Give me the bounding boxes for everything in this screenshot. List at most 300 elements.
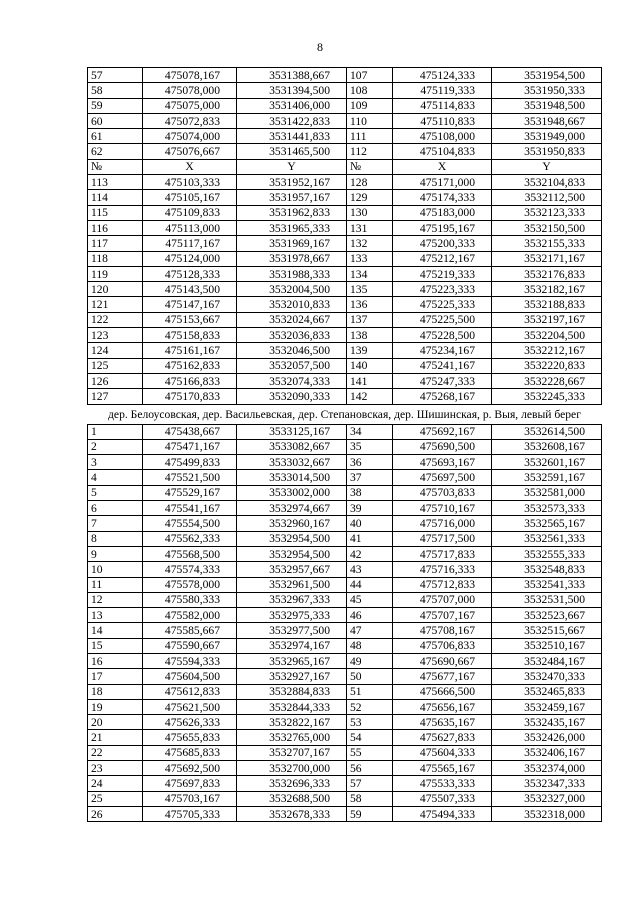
x-coordinate-cell: 475666,500	[393, 684, 492, 699]
x-coordinate-cell: 475635,167	[393, 715, 492, 730]
x-coordinate-cell: 475117,167	[143, 236, 237, 251]
x-coordinate-cell: 475225,333	[393, 297, 492, 312]
y-coordinate-cell: 3532957,667	[237, 562, 347, 577]
x-coordinate-cell: 475162,833	[143, 358, 237, 373]
point-number-cell: 62	[88, 144, 143, 159]
x-coordinate-cell: 475578,000	[143, 577, 237, 592]
y-coordinate-cell: 3532573,333	[492, 501, 602, 516]
y-coordinate-cell: 3531969,167	[237, 236, 347, 251]
x-coordinate-cell: 475705,333	[143, 806, 237, 821]
section-row	[88, 404, 602, 424]
table-row	[88, 220, 602, 235]
y-coordinate-cell: 3531394,500	[237, 83, 347, 98]
point-number-cell: 18	[88, 684, 143, 699]
table-row	[88, 776, 602, 791]
table-row	[88, 113, 602, 128]
x-coordinate-cell: 475677,167	[393, 669, 492, 684]
point-number-cell: 39	[347, 501, 393, 516]
point-number-cell: 110	[347, 113, 393, 128]
point-number-cell: 24	[88, 776, 143, 791]
x-coordinate-cell: 475147,167	[143, 297, 237, 312]
y-coordinate-cell: 3532961,500	[237, 577, 347, 592]
y-coordinate-cell: 3531441,833	[237, 129, 347, 144]
point-number-cell: 58	[88, 83, 143, 98]
x-coordinate-cell: 475113,000	[143, 220, 237, 235]
y-coordinate-cell: 3532435,167	[492, 715, 602, 730]
x-coordinate-cell: 475234,167	[393, 343, 492, 358]
x-coordinate-cell: 475708,167	[393, 623, 492, 638]
table-row	[88, 129, 602, 144]
x-coordinate-cell: 475494,333	[393, 806, 492, 821]
y-coordinate-cell: 3532678,333	[237, 806, 347, 821]
point-number-cell: 42	[347, 546, 393, 561]
x-coordinate-cell: 475554,500	[143, 516, 237, 531]
point-number-cell: 111	[347, 129, 393, 144]
y-coordinate-cell: 3531948,500	[492, 98, 602, 113]
x-coordinate-cell: 475565,167	[393, 761, 492, 776]
point-number-cell: 113	[88, 175, 143, 190]
table-row	[88, 485, 602, 500]
point-number-cell: 8	[88, 531, 143, 546]
point-number-cell: 14	[88, 623, 143, 638]
column-header-y: Y	[237, 159, 347, 174]
point-number-cell: 2	[88, 439, 143, 454]
point-number-cell: 57	[88, 68, 143, 83]
y-coordinate-cell: 3532965,167	[237, 653, 347, 668]
point-number-cell: 44	[347, 577, 393, 592]
table-row	[88, 312, 602, 327]
x-coordinate-cell: 475109,833	[143, 205, 237, 220]
y-coordinate-cell: 3532975,333	[237, 608, 347, 623]
point-number-cell: 7	[88, 516, 143, 531]
x-coordinate-cell: 475692,167	[393, 424, 492, 439]
point-number-cell: 21	[88, 730, 143, 745]
table-row	[88, 623, 602, 638]
table-row	[88, 439, 602, 454]
x-coordinate-cell: 475604,500	[143, 669, 237, 684]
y-coordinate-cell: 3531949,000	[492, 129, 602, 144]
y-coordinate-cell: 3532406,167	[492, 745, 602, 760]
y-coordinate-cell: 3532954,500	[237, 546, 347, 561]
table-row	[88, 546, 602, 561]
point-number-cell: 3	[88, 455, 143, 470]
point-number-cell: 10	[88, 562, 143, 577]
point-number-cell: 109	[347, 98, 393, 113]
y-coordinate-cell: 3532327,000	[492, 791, 602, 806]
point-number-cell: 11	[88, 577, 143, 592]
point-number-cell: 125	[88, 358, 143, 373]
coordinates-table	[87, 67, 602, 822]
table-row	[88, 806, 602, 821]
y-coordinate-cell: 3533032,667	[237, 455, 347, 470]
y-coordinate-cell: 3531950,333	[492, 83, 602, 98]
point-number-cell: 114	[88, 190, 143, 205]
point-number-cell: 38	[347, 485, 393, 500]
x-coordinate-cell: 475716,000	[393, 516, 492, 531]
x-coordinate-cell: 475590,667	[143, 638, 237, 653]
x-coordinate-cell: 475223,333	[393, 282, 492, 297]
y-coordinate-cell: 3532591,167	[492, 470, 602, 485]
point-number-cell: 45	[347, 592, 393, 607]
point-number-cell: 22	[88, 745, 143, 760]
table-row	[88, 424, 602, 439]
y-coordinate-cell: 3533002,000	[237, 485, 347, 500]
point-number-cell: 41	[347, 531, 393, 546]
table-row	[88, 761, 602, 776]
y-coordinate-cell: 3532150,500	[492, 220, 602, 235]
y-coordinate-cell: 3532090,333	[237, 389, 347, 404]
x-coordinate-cell: 475119,333	[393, 83, 492, 98]
point-number-cell: 133	[347, 251, 393, 266]
point-number-cell: 35	[347, 439, 393, 454]
x-coordinate-cell: 475627,833	[393, 730, 492, 745]
point-number-cell: 53	[347, 715, 393, 730]
point-number-cell: 43	[347, 562, 393, 577]
table-row	[88, 715, 602, 730]
x-coordinate-cell: 475685,833	[143, 745, 237, 760]
table-row	[88, 343, 602, 358]
point-number-cell: 34	[347, 424, 393, 439]
y-coordinate-cell: 3531948,667	[492, 113, 602, 128]
x-coordinate-cell: 475703,167	[143, 791, 237, 806]
point-number-cell: 59	[88, 98, 143, 113]
table-row	[88, 251, 602, 266]
y-coordinate-cell: 3532974,167	[237, 638, 347, 653]
x-coordinate-cell: 475143,500	[143, 282, 237, 297]
x-coordinate-cell: 475707,167	[393, 608, 492, 623]
y-coordinate-cell: 3532220,833	[492, 358, 602, 373]
x-coordinate-cell: 475697,500	[393, 470, 492, 485]
y-coordinate-cell: 3532104,833	[492, 175, 602, 190]
point-number-cell: 47	[347, 623, 393, 638]
x-coordinate-cell: 475697,833	[143, 776, 237, 791]
y-coordinate-cell: 3532696,333	[237, 776, 347, 791]
point-number-cell: 37	[347, 470, 393, 485]
x-coordinate-cell: 475103,333	[143, 175, 237, 190]
x-coordinate-cell: 475174,333	[393, 190, 492, 205]
column-header-num: №	[88, 159, 143, 174]
table-row	[88, 684, 602, 699]
point-number-cell: 124	[88, 343, 143, 358]
x-coordinate-cell: 475656,167	[393, 699, 492, 714]
point-number-cell: 54	[347, 730, 393, 745]
x-coordinate-cell: 475171,000	[393, 175, 492, 190]
table-row	[88, 236, 602, 251]
y-coordinate-cell: 3532707,167	[237, 745, 347, 760]
point-number-cell: 127	[88, 389, 143, 404]
y-coordinate-cell: 3532212,167	[492, 343, 602, 358]
column-header-num: №	[347, 159, 393, 174]
point-number-cell: 5	[88, 485, 143, 500]
x-coordinate-cell: 475585,667	[143, 623, 237, 638]
x-coordinate-cell: 475247,333	[393, 373, 492, 388]
y-coordinate-cell: 3532700,000	[237, 761, 347, 776]
table-row	[88, 653, 602, 668]
point-number-cell: 16	[88, 653, 143, 668]
point-number-cell: 135	[347, 282, 393, 297]
x-coordinate-cell: 475604,333	[393, 745, 492, 760]
point-number-cell: 140	[347, 358, 393, 373]
point-number-cell: 25	[88, 791, 143, 806]
x-coordinate-cell: 475158,833	[143, 328, 237, 343]
y-coordinate-cell: 3532470,333	[492, 669, 602, 684]
x-coordinate-cell: 475568,500	[143, 546, 237, 561]
x-coordinate-cell: 475074,000	[143, 129, 237, 144]
x-coordinate-cell: 475703,833	[393, 485, 492, 500]
header-row	[88, 159, 602, 174]
point-number-cell: 121	[88, 297, 143, 312]
point-number-cell: 1	[88, 424, 143, 439]
y-coordinate-cell: 3532182,167	[492, 282, 602, 297]
point-number-cell: 17	[88, 669, 143, 684]
point-number-cell: 19	[88, 699, 143, 714]
x-coordinate-cell: 475228,500	[393, 328, 492, 343]
point-number-cell: 117	[88, 236, 143, 251]
y-coordinate-cell: 3533125,167	[237, 424, 347, 439]
x-coordinate-cell: 475161,167	[143, 343, 237, 358]
y-coordinate-cell: 3532974,667	[237, 501, 347, 516]
x-coordinate-cell: 475072,833	[143, 113, 237, 128]
y-coordinate-cell: 3531957,167	[237, 190, 347, 205]
point-number-cell: 36	[347, 455, 393, 470]
table-row	[88, 730, 602, 745]
x-coordinate-cell: 475541,167	[143, 501, 237, 516]
x-coordinate-cell: 475706,833	[393, 638, 492, 653]
point-number-cell: 129	[347, 190, 393, 205]
y-coordinate-cell: 3532954,500	[237, 531, 347, 546]
y-coordinate-cell: 3532176,833	[492, 266, 602, 281]
point-number-cell: 126	[88, 373, 143, 388]
point-number-cell: 122	[88, 312, 143, 327]
x-coordinate-cell: 475655,833	[143, 730, 237, 745]
y-coordinate-cell: 3531978,667	[237, 251, 347, 266]
table-row	[88, 745, 602, 760]
y-coordinate-cell: 3533082,667	[237, 439, 347, 454]
table-row	[88, 83, 602, 98]
point-number-cell: 23	[88, 761, 143, 776]
x-coordinate-cell: 475521,500	[143, 470, 237, 485]
y-coordinate-cell: 3532112,500	[492, 190, 602, 205]
y-coordinate-cell: 3531388,667	[237, 68, 347, 83]
point-number-cell: 59	[347, 806, 393, 821]
x-coordinate-cell: 475626,333	[143, 715, 237, 730]
x-coordinate-cell: 475507,333	[393, 791, 492, 806]
table-row	[88, 175, 602, 190]
y-coordinate-cell: 3532057,500	[237, 358, 347, 373]
y-coordinate-cell: 3532523,667	[492, 608, 602, 623]
point-number-cell: 12	[88, 592, 143, 607]
point-number-cell: 48	[347, 638, 393, 653]
y-coordinate-cell: 3532245,333	[492, 389, 602, 404]
y-coordinate-cell: 3532967,333	[237, 592, 347, 607]
point-number-cell: 52	[347, 699, 393, 714]
x-coordinate-cell: 475124,000	[143, 251, 237, 266]
x-coordinate-cell: 475690,667	[393, 653, 492, 668]
x-coordinate-cell: 475200,333	[393, 236, 492, 251]
x-coordinate-cell: 475128,333	[143, 266, 237, 281]
x-coordinate-cell: 475268,167	[393, 389, 492, 404]
point-number-cell: 139	[347, 343, 393, 358]
x-coordinate-cell: 475212,167	[393, 251, 492, 266]
table-row	[88, 266, 602, 281]
column-header-x: X	[143, 159, 237, 174]
table-row	[88, 144, 602, 159]
x-coordinate-cell: 475078,167	[143, 68, 237, 83]
table-row	[88, 516, 602, 531]
x-coordinate-cell: 475717,500	[393, 531, 492, 546]
point-number-cell: 58	[347, 791, 393, 806]
y-coordinate-cell: 3532601,167	[492, 455, 602, 470]
y-coordinate-cell: 3532197,167	[492, 312, 602, 327]
point-number-cell: 130	[347, 205, 393, 220]
table-row	[88, 190, 602, 205]
point-number-cell: 136	[347, 297, 393, 312]
y-coordinate-cell: 3532374,000	[492, 761, 602, 776]
y-coordinate-cell: 3532614,500	[492, 424, 602, 439]
table-row	[88, 373, 602, 388]
table-row	[88, 389, 602, 404]
y-coordinate-cell: 3532608,167	[492, 439, 602, 454]
column-header-y: Y	[492, 159, 602, 174]
y-coordinate-cell: 3533014,500	[237, 470, 347, 485]
section-title: дер. Белоусовская, дер. Васильевская, дер. Степановская, дер. Шишинская, р. Выя, левый берег	[108, 407, 581, 421]
y-coordinate-cell: 3532541,333	[492, 577, 602, 592]
point-number-cell: 120	[88, 282, 143, 297]
point-number-cell: 116	[88, 220, 143, 235]
point-number-cell: 26	[88, 806, 143, 821]
page-number: 8	[317, 40, 323, 54]
point-number-cell: 118	[88, 251, 143, 266]
x-coordinate-cell: 475612,833	[143, 684, 237, 699]
x-coordinate-cell: 475594,333	[143, 653, 237, 668]
y-coordinate-cell: 3532010,833	[237, 297, 347, 312]
y-coordinate-cell: 3532960,167	[237, 516, 347, 531]
point-number-cell: 40	[347, 516, 393, 531]
x-coordinate-cell: 475110,833	[393, 113, 492, 128]
x-coordinate-cell: 475574,333	[143, 562, 237, 577]
table-row	[88, 638, 602, 653]
point-number-cell: 128	[347, 175, 393, 190]
x-coordinate-cell: 475499,833	[143, 455, 237, 470]
table-row	[88, 791, 602, 806]
x-coordinate-cell: 475076,667	[143, 144, 237, 159]
point-number-cell: 141	[347, 373, 393, 388]
table-row	[88, 98, 602, 113]
point-number-cell: 13	[88, 608, 143, 623]
point-number-cell: 115	[88, 205, 143, 220]
coordinates-table-body	[88, 68, 602, 822]
y-coordinate-cell: 3532822,167	[237, 715, 347, 730]
x-coordinate-cell: 475183,000	[393, 205, 492, 220]
y-coordinate-cell: 3532074,333	[237, 373, 347, 388]
x-coordinate-cell: 475225,500	[393, 312, 492, 327]
point-number-cell: 112	[347, 144, 393, 159]
table-row	[88, 608, 602, 623]
table-row	[88, 592, 602, 607]
y-coordinate-cell: 3531950,833	[492, 144, 602, 159]
x-coordinate-cell: 475114,833	[393, 98, 492, 113]
point-number-cell: 107	[347, 68, 393, 83]
x-coordinate-cell: 475717,833	[393, 546, 492, 561]
y-coordinate-cell: 3532581,000	[492, 485, 602, 500]
y-coordinate-cell: 3532510,167	[492, 638, 602, 653]
y-coordinate-cell: 3532204,500	[492, 328, 602, 343]
y-coordinate-cell: 3532531,500	[492, 592, 602, 607]
point-number-cell: 108	[347, 83, 393, 98]
y-coordinate-cell: 3531952,167	[237, 175, 347, 190]
y-coordinate-cell: 3532555,333	[492, 546, 602, 561]
y-coordinate-cell: 3531954,500	[492, 68, 602, 83]
x-coordinate-cell: 475580,333	[143, 592, 237, 607]
x-coordinate-cell: 475241,167	[393, 358, 492, 373]
x-coordinate-cell: 475195,167	[393, 220, 492, 235]
point-number-cell: 119	[88, 266, 143, 281]
table-row	[88, 297, 602, 312]
y-coordinate-cell: 3532565,167	[492, 516, 602, 531]
point-number-cell: 15	[88, 638, 143, 653]
x-coordinate-cell: 475471,167	[143, 439, 237, 454]
point-number-cell: 123	[88, 328, 143, 343]
y-coordinate-cell: 3532347,333	[492, 776, 602, 791]
y-coordinate-cell: 3532977,500	[237, 623, 347, 638]
y-coordinate-cell: 3532844,333	[237, 699, 347, 714]
point-number-cell: 137	[347, 312, 393, 327]
point-number-cell: 57	[347, 776, 393, 791]
point-number-cell: 51	[347, 684, 393, 699]
y-coordinate-cell: 3532171,167	[492, 251, 602, 266]
x-coordinate-cell: 475078,000	[143, 83, 237, 98]
y-coordinate-cell: 3531962,833	[237, 205, 347, 220]
point-number-cell: 55	[347, 745, 393, 760]
x-coordinate-cell: 475170,833	[143, 389, 237, 404]
table-row	[88, 531, 602, 546]
y-coordinate-cell: 3532036,833	[237, 328, 347, 343]
table-row	[88, 562, 602, 577]
y-coordinate-cell: 3532426,000	[492, 730, 602, 745]
x-coordinate-cell: 475153,667	[143, 312, 237, 327]
y-coordinate-cell: 3532123,333	[492, 205, 602, 220]
x-coordinate-cell: 475710,167	[393, 501, 492, 516]
column-header-x: X	[393, 159, 492, 174]
x-coordinate-cell: 475529,167	[143, 485, 237, 500]
y-coordinate-cell: 3532318,000	[492, 806, 602, 821]
table-row	[88, 501, 602, 516]
y-coordinate-cell: 3532155,333	[492, 236, 602, 251]
x-coordinate-cell: 475716,333	[393, 562, 492, 577]
y-coordinate-cell: 3532465,833	[492, 684, 602, 699]
y-coordinate-cell: 3531965,333	[237, 220, 347, 235]
y-coordinate-cell: 3532515,667	[492, 623, 602, 638]
y-coordinate-cell: 3532228,667	[492, 373, 602, 388]
point-number-cell: 9	[88, 546, 143, 561]
table-row	[88, 470, 602, 485]
x-coordinate-cell: 475124,333	[393, 68, 492, 83]
y-coordinate-cell: 3532548,833	[492, 562, 602, 577]
y-coordinate-cell: 3532561,333	[492, 531, 602, 546]
x-coordinate-cell: 475219,333	[393, 266, 492, 281]
x-coordinate-cell: 475105,167	[143, 190, 237, 205]
table-row	[88, 699, 602, 714]
y-coordinate-cell: 3531422,833	[237, 113, 347, 128]
point-number-cell: 132	[347, 236, 393, 251]
point-number-cell: 60	[88, 113, 143, 128]
y-coordinate-cell: 3531465,500	[237, 144, 347, 159]
x-coordinate-cell: 475533,333	[393, 776, 492, 791]
point-number-cell: 6	[88, 501, 143, 516]
x-coordinate-cell: 475712,833	[393, 577, 492, 592]
point-number-cell: 131	[347, 220, 393, 235]
point-number-cell: 138	[347, 328, 393, 343]
